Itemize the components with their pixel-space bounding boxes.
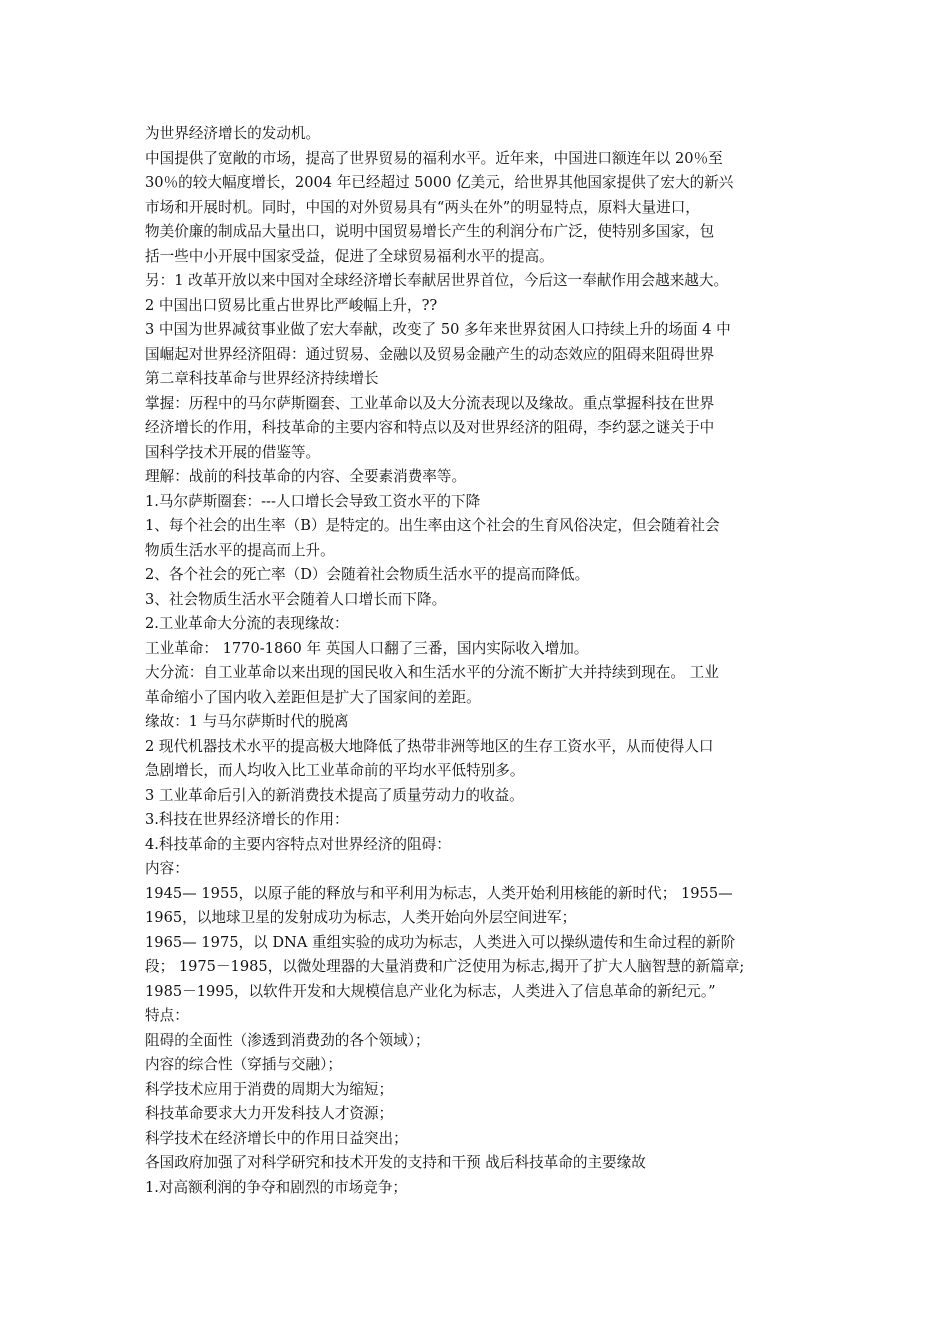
chapter-heading: 第二章科技革命与世界经济持续增长 <box>145 370 379 387</box>
text-line: 缘故：1 与马尔萨斯时代的脱离 <box>145 713 349 730</box>
text-line: 1.对高额利润的争夺和剧烈的市场竞争； <box>145 1178 408 1196</box>
text-line: 为世界经济增长的发动机。 <box>145 125 321 142</box>
text-line: 革命缩小了国内收入差距但是扩大了国家间的差距。 <box>145 688 481 706</box>
text-line: 大分流：自工业革命以来出现的国民收入和生活水平的分流不断扩大并持续到现在。 工业 <box>145 664 719 681</box>
text-line: 急剧增长，而人均收入比工业革命前的平均水平低特别多。 <box>145 762 525 779</box>
text-line: 2 中国出口贸易比重占世界比严峻幅上升，?? <box>145 296 438 314</box>
text-line: 经济增长的作用，科技革命的主要内容和特点以及对世界经济的阻碍，李约瑟之谜关于中 <box>145 419 715 436</box>
text-line: 特点： <box>145 1007 189 1024</box>
text-line: 1945— 1955，以原子能的释放与和平利用为标志，人类开始利用核能的新时代； 1955— <box>145 884 733 902</box>
text-line: 国崛起对世界经济阻碍：通过贸易、金融以及贸易金融产生的动态效应的阻碍来阻碍世界 <box>145 345 715 363</box>
text-line: 3 工业革命后引入的新消费技术提高了质量劳动力的收益。 <box>145 786 524 804</box>
text-line: 科技革命要求大力开发科技人才资源； <box>145 1105 394 1122</box>
text-line: 理解：战前的科技革命的内容、全要素消费率等。 <box>145 468 467 485</box>
text-line: 内容的综合性（穿插与交融）； <box>145 1056 343 1073</box>
text-line: 另：1 改革开放以来中国对全球经济增长奉献居世界首位，今后这一奉献作用会越来越大。 <box>145 272 729 289</box>
text-line: 3 中国为世界减贫事业做了宏大奉献，改变了 50 多年来世界贫困人口持续上升的场面 4 中 <box>145 321 731 338</box>
section-heading: 2.工业革命大分流的表现缘故： <box>145 615 349 632</box>
text-line: 物美价廉的制成品大量出口，说明中国贸易增长产生的利润分布广泛，使特别多国家，包 <box>145 223 715 240</box>
section-heading: 3.科技在世界经济增长的作用： <box>145 811 349 828</box>
text-line: 国科学技术开展的借鉴等。 <box>145 443 321 461</box>
text-line: 各国政府加强了对科学研究和技术开发的支持和干预 战后科技革命的主要缘故 <box>145 1154 646 1171</box>
text-line: 1965，以地球卫星的发射成功为标志，人类开始向外层空间进军； <box>145 909 577 926</box>
text-line: 段； 1975－1985，以微处理器的大量消费和广泛使用为标志,揭开了扩大人脑智慧的新篇章; <box>145 958 745 975</box>
text-line: 内容： <box>145 860 189 877</box>
text-line: 3、社会物质生活水平会随着人口增长而下降。 <box>145 590 447 608</box>
section-heading: 4.科技革命的主要内容特点对世界经济的阻碍： <box>145 835 451 853</box>
text-line: 2 现代机器技术水平的提高极大地降低了热带非洲等地区的生存工资水平，从而使得人口 <box>145 737 714 755</box>
text-line: 括一些中小开展中国家受益，促进了全球贸易福利水平的提高。 <box>145 247 554 265</box>
text-line: 1、每个社会的出生率（B）是特定的。出生率由这个社会的生育风俗决定，但会随着社会 <box>145 517 720 534</box>
text-line: 2、各个社会的死亡率（D）会随着社会物质生活水平的提高而降低。 <box>145 566 590 583</box>
text-line: 掌握：历程中的马尔萨斯圈套、工业革命以及大分流表现以及缘故。重点掌握科技在世界 <box>145 394 715 412</box>
text-line: 工业革命： 1770-1860 年 英国人口翻了三番，国内实际收入增加。 <box>145 639 589 657</box>
document-body <box>145 122 813 1200</box>
text-line: 1965— 1975，以 DNA 重组实验的成功为标志，人类进入可以操纵遗传和生命过程的新阶 <box>145 933 736 951</box>
text-line: 阻碍的全面性（渗透到消费劲的各个领域）； <box>145 1031 430 1049</box>
section-heading: 1.马尔萨斯圈套：---人口增长会导致工资水平的下降 <box>145 492 481 510</box>
text-line: 1985－1995，以软件开发和大规模信息产业化为标志，人类进入了信息革命的新纪元。” <box>145 982 716 1000</box>
text-line: 市场和开展时机。同时，中国的对外贸易具有“两头在外”的明显特点，原料大量进口， <box>145 198 700 216</box>
text-line: 科学技术应用于消费的周期大为缩短； <box>145 1080 394 1098</box>
text-line: 30％的较大幅度增长，2004 年已经超过 5000 亿美元，给世界其他国家提供了宏大的新兴 <box>145 174 734 191</box>
text-line: 科学技术在经济增长中的作用日益突出； <box>145 1129 408 1147</box>
text-line: 物质生活水平的提高而上升。 <box>145 541 335 559</box>
text-line: 中国提供了宽敞的市场，提高了世界贸易的福利水平。近年来，中国进口额连年以 20％至 <box>145 149 723 167</box>
